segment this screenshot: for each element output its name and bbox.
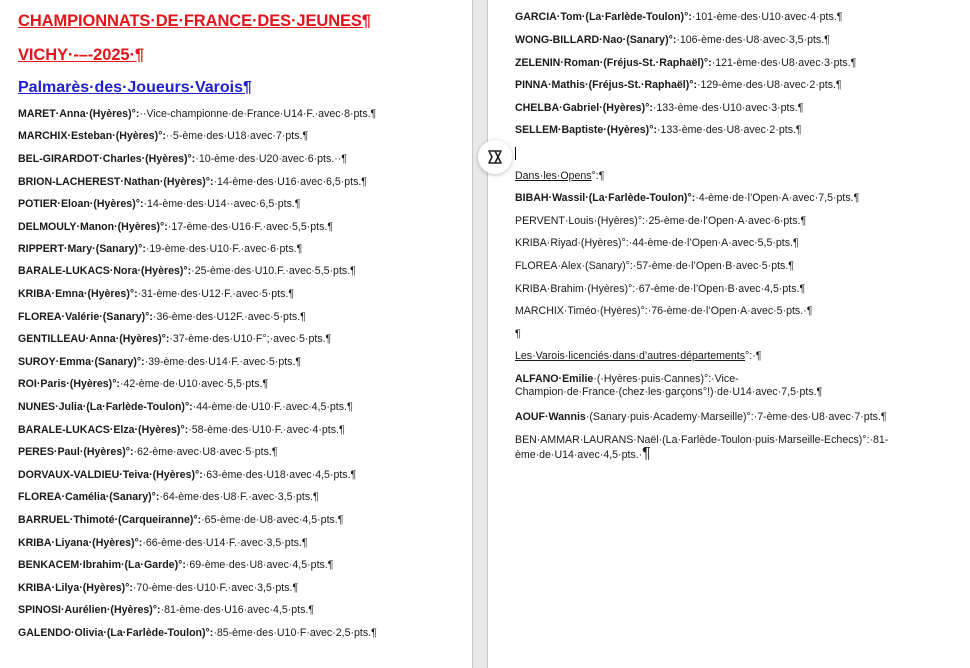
player-entry [18,378,268,391]
player-entry [515,34,830,47]
opens-heading-text: Dans·les·Opens [515,170,592,182]
player-name: ZELENIN·Roman·(Fréjus-St.·Raphaël)°: [515,57,712,69]
player-entry [515,79,842,92]
opens-heading-tail: °:¶ [591,170,605,182]
player-result: ·70-ème·des·U10·F.·avec·3,5·pts.¶ [132,582,299,594]
player-entry [18,469,356,482]
player-name: KRIBA·Liyana·(Hyères)°: [18,537,143,549]
player-name: GALENDO·Olivia·(La·Farlède-Toulon)°: [18,627,214,639]
player-name: ROI·Paris·(Hyères)°: [18,378,120,390]
player-name: FLOREA·Valérie·(Sanary)°: [18,311,153,323]
player-name: BENKACEM·Ibrahim·(La·Garde)°: [18,559,186,571]
player-entry [18,559,333,572]
player-club-result: ·(·Hyères·puis·Cannes)°:·Vice-Champion·de·France·(chez·les·garçons°!)·de·U14·avec·7,5·pts.¶ [515,373,823,398]
player-result: ·106-ème·des·U8·avec·3,5·pts.¶ [676,34,830,46]
player-result: ·63-ème·des·U18·avec·4,5·pts.¶ [202,469,357,481]
player-name: MARET·Anna·(Hyères)°: [18,108,140,120]
open-entry: KRIBA·Riyad·(Hyères)°:·44-ème·de·l’Open·A·avec·5,5·pts.¶ [515,237,799,249]
player-name: SELLEM·Baptiste·(Hyères)°: [515,124,657,136]
player-name: KRIBA·Emna·(Hyères)°: [18,288,138,300]
player-name: SPINOSI·Aurélien·(Hyères)°: [18,604,161,616]
player-result: ·85-ème·des·U10·F·avec·2,5·pts.¶ [213,627,377,639]
player-text: BEN·AMMAR·LAURANS·Naël·(La·Farlède-Toulon·puis·Marseille-Echecs)°:·81-ème·de·U14·avec·4,5·pts.· [515,434,889,461]
player-result: ·66-ème·des·U14·F.·avec·3,5·pts.¶ [142,537,308,549]
player-entry [515,11,842,24]
player-entry [18,514,343,527]
player-result: ·36-ème·des·U12F.·avec·5·pts.¶ [152,311,306,323]
player-name: PINNA·Mathis·(Fréjus-St.·Raphaël)°: [515,79,697,91]
open-entry [515,192,859,205]
player-name: FLOREA·Camélia·(Sanary)°: [18,491,160,503]
player-entry [18,198,301,211]
player-name: GARCIA·Tom·(La·Farlède-Toulon)°: [515,11,692,23]
player-result: ·42-ème·de·U10·avec·5,5·pts.¶ [119,378,269,390]
open-entry: PERVENT·Louis·(Hyères)°:·25-ème·de·l’Open·A·avec·6·pts.¶ [515,215,807,227]
player-name: BARALE-LUKACS·Nora·(Hyères)°: [18,265,192,277]
player-result: ·25-ème·des·U10.F.·avec·5,5·pts.¶ [191,265,356,277]
empty-paragraph-mark: ¶ [515,328,521,340]
player-name: SUROY·Emma·(Sanary)°: [18,356,145,368]
player-result: ·39-ème·des·U14·F.·avec·5·pts.¶ [144,356,302,368]
player-entry [18,221,333,234]
player-entry [18,401,353,414]
player-result: ··Vice-championne·de·France·U14·F.·avec·8·pts.¶ [139,108,377,120]
player-name: BEL-GIRARDOT·Charles·(Hyères)°: [18,153,196,165]
player-name: BARRUEL·Thimoté·(Carqueiranne)°: [18,514,202,526]
player-result: ·17-ème·des·U16·F.·avec·5,5·pts.¶ [167,221,334,233]
open-entry: FLOREA·Alex·(Sanary)°:·57-ème·de·l’Open·B·avec·5·pts.¶ [515,260,794,272]
other-departments-heading [515,350,761,363]
player-entry [18,288,294,301]
player-name: MARCHIX·Esteban·(Hyères)°: [18,130,166,142]
page-separator [472,0,488,668]
document-page-right[interactable] [488,0,970,668]
player-name: DORVAUX-VALDIEU·Teiva·(Hyères)°: [18,469,203,481]
player-result: ·129-ème·des·U8·avec·2·pts.¶ [696,79,842,91]
player-entry [515,124,802,137]
benammar-entry [515,434,945,462]
player-result: ·69-ème·des·U8·avec·4,5·pts.¶ [185,559,334,571]
player-result: ·133-ème·des·U10·avec·3·pts.¶ [652,102,804,114]
player-entry [18,243,302,256]
player-result: ·133-ème·des·U8·avec·2·pts.¶ [656,124,802,136]
player-name: PERES·Paul·(Hyères)°: [18,446,134,458]
opens-heading [515,170,604,183]
document-subtitle: Palmarès·des·Joueurs·Varois¶ [18,79,252,96]
player-result: ·81-ème·des·U16·avec·4,5·pts.¶ [160,604,315,616]
player-entry [515,102,803,115]
player-result: ·64-ème·des·U8·F.·avec·3,5·pts.¶ [159,491,319,503]
player-result: ·4-ème·de·l’Open·A·avec·7,5·pts.¶ [695,192,860,204]
player-name: BRION-LACHEREST·Nathan·(Hyères)°: [18,176,214,188]
other-departments-heading-text: Les·Varois·licenciés·dans·d’autres·départements [515,350,746,362]
player-result: ·44-ème·de·U10·F.·avec·4,5·pts.¶ [192,401,353,413]
player-result: ·19-ème·des·U10·F.·avec·6·pts.¶ [145,243,303,255]
player-result: ·62-ème·avec·U8·avec·5·pts.¶ [133,446,278,458]
open-entry: MARCHIX·Timéo·(Hyères)°:·76-ème·de·l’Open·A·avec·5·pts.·¶ [515,305,813,317]
player-result: ·10-ème·des·U20·avec·6·pts.··¶ [195,153,347,165]
open-entry: KRIBA·Brahim·(Hyères)°:·67-ème·de·l’Open·B·avec·4,5·pts.¶ [515,283,806,295]
player-name: BIBAH·Wassil·(La·Farlède-Toulon)°: [515,192,696,204]
player-name: DELMOULY·Manon·(Hyères)°: [18,221,168,233]
player-result: ·14-ème·des·U16·avec·6,5·pts.¶ [213,176,368,188]
player-name: NUNES·Julia·(La·Farlède-Toulon)°: [18,401,193,413]
player-name: WONG-BILLARD·Nao·(Sanary)°: [515,34,677,46]
player-result: ·101-ème·des·U10·avec·4·pts.¶ [691,11,843,23]
player-entry [18,491,319,504]
player-result: ·121-ème·des·U8·avec·3·pts.¶ [711,57,857,69]
player-entry [18,446,278,459]
player-result: ·14-ème·des·U14··avec·6,5·pts.¶ [143,198,301,210]
player-entry [18,176,367,189]
player-entry [18,333,331,346]
player-entry [18,108,376,121]
player-entry [18,604,314,617]
player-club-result: ·(Sanary·puis·Academy·Marseille)°:·7-ème·des·U8·avec·7·pts.¶ [585,411,887,423]
aouf-entry [515,411,887,424]
text-cursor [515,147,516,160]
player-name: RIPPERT·Mary·(Sanary)°: [18,243,146,255]
player-result: ··5-ème·des·U18·avec·7·pts.¶ [165,130,309,142]
other-departments-heading-tail: °:·¶ [745,350,762,362]
player-result: ·31-ème·des·U12·F.·avec·5·pts.¶ [137,288,295,300]
player-entry [515,57,856,70]
player-result: ·65-ème·de·U8·avec·4,5·pts.¶ [201,514,344,526]
player-entry [18,130,308,143]
player-name: ALFANO·Emilie [515,373,594,385]
player-entry [18,356,301,369]
player-entry [18,153,347,166]
player-entry [18,311,306,324]
player-entry [18,424,345,437]
player-name: BARALE-LUKACS·Elza·(Hyères)°: [18,424,189,436]
player-name: AOUF·Wannis [515,411,586,423]
player-name: GENTILLEAU·Anna·(Hyères)°: [18,333,170,345]
player-entry [18,537,308,550]
document-title: CHAMPIONNATS·DE·FRANCE·DES·JEUNES¶ [18,12,371,30]
player-name: KRIBA·Lilya·(Hyères)°: [18,582,133,594]
player-entry [18,265,356,278]
copilot-icon [485,147,505,167]
player-name: POTIER·Eloan·(Hyères)°: [18,198,144,210]
copilot-button[interactable] [478,140,512,174]
document-title-line2: VICHY·-–-2025·¶ [18,46,144,64]
end-paragraph-mark: ¶ [642,445,651,462]
player-entry [18,627,377,640]
alfano-entry [515,373,945,399]
player-entry [18,582,298,595]
player-result: ·58-ème·des·U10·F.·avec·4·pts.¶ [188,424,345,436]
player-result: ·37-ème·des·U10·F°;·avec·5·pts.¶ [169,333,332,345]
player-name: CHELBA·Gabriel·(Hyères)°: [515,102,653,114]
